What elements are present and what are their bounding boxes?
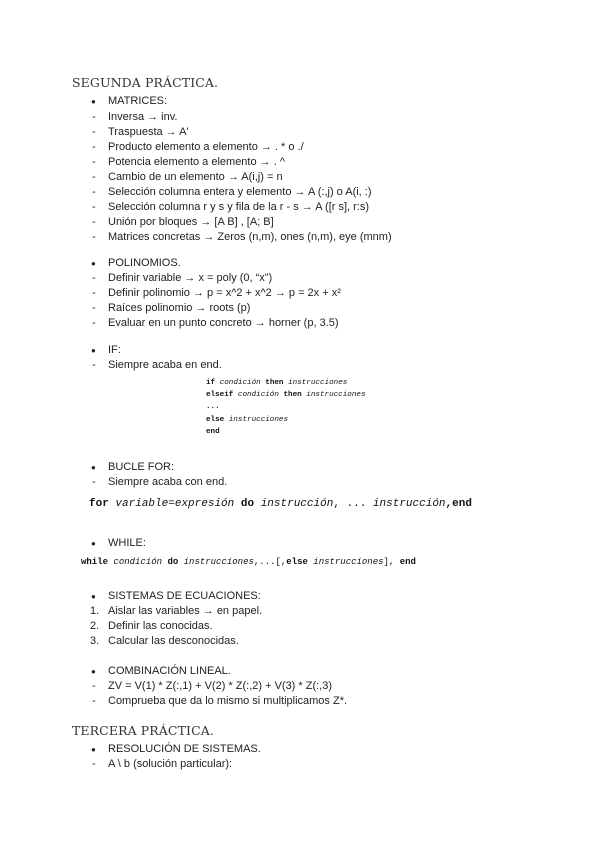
bullet-dot: ● bbox=[91, 539, 96, 548]
list-item-text: ZV = V(1) * Z(:,1) + V(2) * Z(:,2) + V(3) * Z(:,3) bbox=[108, 680, 333, 692]
code-keyword: end bbox=[399, 557, 416, 567]
list-item-text: Potencia elemento a elemento → . ^ bbox=[108, 156, 285, 168]
code-keyword: else bbox=[286, 557, 308, 567]
dash: - bbox=[92, 287, 96, 299]
dash: - bbox=[92, 272, 96, 284]
for-code-line bbox=[89, 498, 472, 510]
code-keyword: do bbox=[240, 498, 255, 510]
code-separator: ,...[, bbox=[253, 557, 287, 567]
bullet-dot: ● bbox=[91, 745, 96, 754]
bullet-title: MATRICES: bbox=[108, 95, 168, 107]
code-placeholder: instrucciones bbox=[306, 391, 366, 400]
list-item-text: Comprueba que da lo mismo si multiplicamos Z*. bbox=[108, 695, 348, 707]
section-heading-tercera: TERCERA PRÁCTICA. bbox=[72, 723, 214, 738]
code-placeholder: instrucción bbox=[260, 498, 334, 510]
list-item bbox=[0, 155, 600, 169]
list-item bbox=[0, 679, 600, 693]
code-keyword: for bbox=[89, 498, 109, 510]
dash: - bbox=[92, 141, 96, 153]
code-placeholder: expresión bbox=[174, 498, 235, 510]
dash: - bbox=[92, 186, 96, 198]
list-item bbox=[0, 301, 600, 315]
list-item-text: Selección columna entera y elemento → A (:,j) o A(i, :) bbox=[108, 186, 372, 198]
bullet-if bbox=[0, 343, 600, 357]
bullet-dot: ● bbox=[91, 463, 96, 472]
bullet-dot: ● bbox=[91, 592, 96, 601]
dash: - bbox=[92, 359, 96, 371]
bullet-title: IF: bbox=[108, 344, 121, 356]
code-placeholder: condición bbox=[219, 379, 261, 387]
list-item-text: A \ b (solución particular): bbox=[108, 758, 233, 770]
list-item-text: Raíces polinomio → roots (p) bbox=[108, 302, 251, 314]
code-placeholder: instrucciones bbox=[228, 415, 289, 424]
dash: - bbox=[92, 216, 96, 228]
list-item-text: Definir las conocidas. bbox=[108, 620, 213, 632]
dash: - bbox=[92, 317, 96, 329]
list-item-text: Cambio de un elemento → A(i,j) = n bbox=[108, 171, 283, 183]
list-item-text: Siempre acaba con end. bbox=[108, 476, 228, 488]
list-item bbox=[0, 110, 600, 124]
code-operator: = bbox=[168, 498, 175, 510]
list-item bbox=[0, 286, 600, 300]
bullet-combinacion bbox=[0, 664, 600, 678]
code-line bbox=[206, 426, 366, 438]
code-separator: , ... bbox=[333, 498, 373, 510]
code-keyword: ... bbox=[206, 403, 220, 412]
bullet-matrices bbox=[0, 94, 600, 108]
list-item bbox=[0, 200, 600, 214]
list-item-text: Definir polinomio → p = x^2 + x^2 → p = 2x + x² bbox=[108, 287, 341, 299]
list-item-text: Calcular las desconocidas. bbox=[108, 635, 239, 647]
code-placeholder: instrucciones bbox=[183, 557, 254, 567]
bullet-polinomios bbox=[0, 256, 600, 270]
item-number: 2. bbox=[90, 620, 100, 632]
code-placeholder: instrucción bbox=[372, 498, 446, 510]
item-number: 1. bbox=[90, 605, 100, 617]
list-item bbox=[0, 358, 600, 372]
list-item bbox=[0, 125, 600, 139]
code-line bbox=[206, 389, 366, 401]
bullet-sistemas bbox=[0, 589, 600, 603]
code-keyword: elseif bbox=[206, 391, 234, 400]
list-item-text: Traspuesta → A' bbox=[108, 126, 189, 138]
while-code-line bbox=[81, 557, 416, 567]
bullet-title: RESOLUCIÓN DE SISTEMAS. bbox=[108, 743, 261, 755]
code-line bbox=[206, 401, 366, 413]
bullet-title: WHILE: bbox=[108, 537, 146, 549]
list-item-text: Unión por bloques → [A B] , [A; B] bbox=[108, 216, 274, 228]
list-item bbox=[0, 140, 600, 154]
list-item-text: Selección columna r y s y fila de la r - s → A ([r s], r:s) bbox=[108, 201, 370, 213]
list-item bbox=[0, 475, 600, 489]
code-placeholder: instrucciones bbox=[313, 557, 384, 567]
dash: - bbox=[92, 695, 96, 707]
bullet-title: SISTEMAS DE ECUACIONES: bbox=[108, 590, 261, 602]
list-item bbox=[0, 694, 600, 708]
bullet-title: BUCLE FOR: bbox=[108, 461, 175, 473]
dash: - bbox=[92, 231, 96, 243]
bullet-for bbox=[0, 460, 600, 474]
code-keyword: then bbox=[265, 379, 284, 387]
dash: - bbox=[92, 476, 96, 488]
code-line bbox=[206, 377, 366, 389]
bullet-dot: ● bbox=[91, 667, 96, 676]
numbered-item bbox=[0, 619, 600, 633]
list-item bbox=[0, 271, 600, 285]
code-placeholder: variable bbox=[115, 498, 169, 510]
list-item-text: Matrices concretas → Zeros (n,m), ones (n,m), eye (mnm) bbox=[108, 231, 392, 243]
bullet-dot: ● bbox=[91, 97, 96, 106]
dash: - bbox=[92, 302, 96, 314]
bullet-dot: ● bbox=[91, 346, 96, 355]
numbered-item bbox=[0, 634, 600, 648]
code-keyword: end bbox=[206, 427, 220, 436]
list-item-text: Inversa → inv. bbox=[108, 111, 178, 123]
list-item bbox=[0, 185, 600, 199]
bullet-dot: ● bbox=[91, 259, 96, 268]
list-item-text: Evaluar en un punto concreto → horner (p, 3.5) bbox=[108, 317, 339, 329]
numbered-item bbox=[0, 604, 600, 618]
item-number: 3. bbox=[90, 635, 100, 647]
code-keyword: while bbox=[81, 557, 109, 567]
list-item bbox=[0, 230, 600, 244]
dash: - bbox=[92, 126, 96, 138]
list-item bbox=[0, 170, 600, 184]
code-placeholder: condición bbox=[237, 391, 279, 400]
code-line bbox=[206, 414, 366, 426]
bullet-resolucion bbox=[0, 742, 600, 756]
code-keyword: if bbox=[206, 379, 216, 387]
dash: - bbox=[92, 201, 96, 213]
code-separator: ], bbox=[383, 557, 400, 567]
list-item-text: Definir variable → x = poly (0, “x”) bbox=[108, 272, 273, 284]
dash: - bbox=[92, 171, 96, 183]
dash: - bbox=[92, 680, 96, 692]
list-item bbox=[0, 215, 600, 229]
code-placeholder: instrucciones bbox=[288, 379, 348, 387]
list-item-text: Siempre acaba en end. bbox=[108, 359, 222, 371]
code-keyword: else bbox=[206, 415, 225, 424]
list-item-text: Aislar las variables → en papel. bbox=[108, 605, 263, 617]
section-heading-segunda: SEGUNDA PRÁCTICA. bbox=[72, 75, 219, 90]
bullet-while bbox=[0, 536, 600, 550]
list-item-text: Producto elemento a elemento → . * o ./ bbox=[108, 141, 304, 153]
list-item bbox=[0, 757, 600, 771]
dash: - bbox=[92, 111, 96, 123]
code-keyword: do bbox=[167, 557, 179, 567]
code-keyword: then bbox=[283, 391, 302, 400]
bullet-title: POLINOMIOS. bbox=[108, 257, 181, 269]
code-keyword: ,end bbox=[445, 498, 472, 510]
dash: - bbox=[92, 156, 96, 168]
bullet-title: COMBINACIÓN LINEAL. bbox=[108, 665, 231, 677]
code-placeholder: condición bbox=[113, 557, 163, 567]
list-item bbox=[0, 316, 600, 330]
dash: - bbox=[92, 758, 96, 770]
if-code-block bbox=[206, 377, 366, 438]
